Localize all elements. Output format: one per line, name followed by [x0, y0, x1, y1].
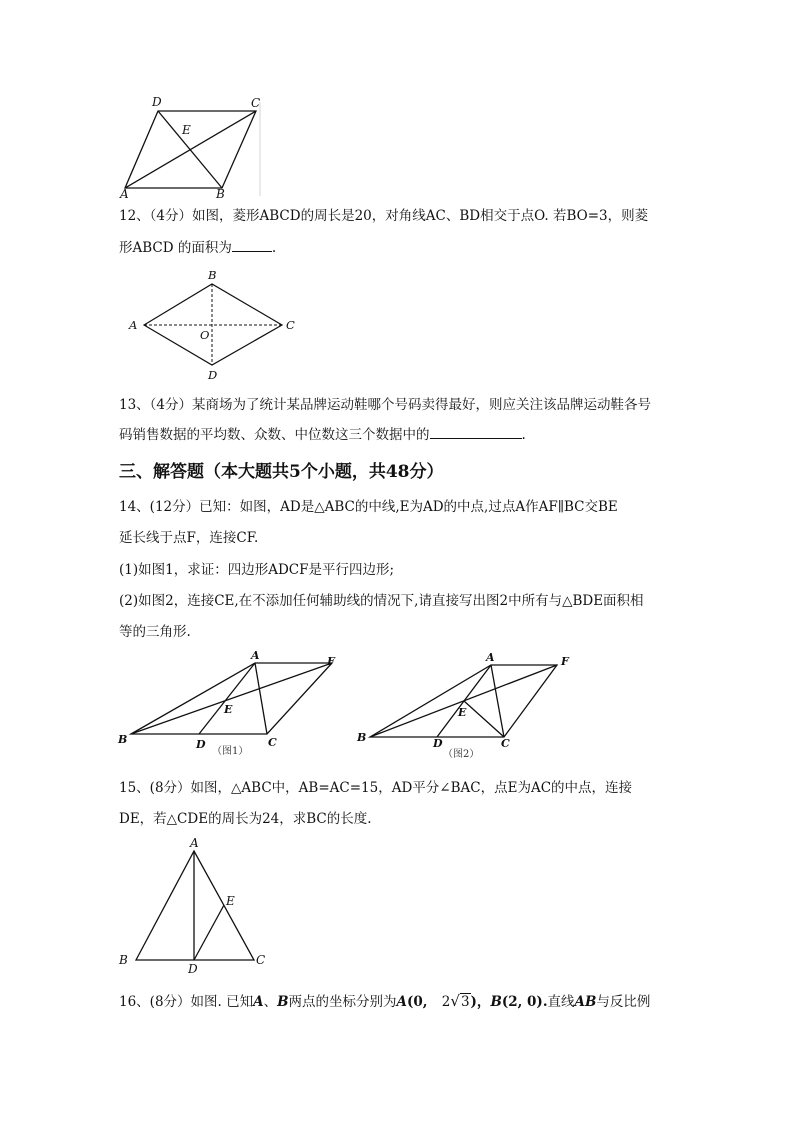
q14-line1: 14、(12分）已知：如图，AD是△ABC的中线,E为AD的中点,过点A作AF∥BC交BE: [119, 499, 618, 515]
q16-sep: 、: [263, 994, 278, 1010]
q12-line2: [119, 237, 276, 258]
fig1-label-c: C: [268, 736, 277, 749]
fig1-label-f: F: [327, 655, 335, 668]
q14-line2: 延长线于点F，连接CF.: [119, 530, 259, 546]
q16-line-ab: AB: [574, 994, 597, 1010]
fig11-label-d: D: [152, 95, 162, 109]
q13-line2-prefix: 码销售数据的平均数、众数、中位数这三个数据中的: [119, 427, 430, 443]
fig2-label-a: A: [486, 651, 495, 664]
q16-point-a: A: [253, 994, 264, 1010]
fig12-label-c: C: [286, 318, 295, 332]
fig11-label-b: B: [216, 187, 225, 200]
figure-q11-parallelogram: [110, 92, 270, 200]
q13-line2: [119, 424, 526, 445]
figure-q12-rhombus: [122, 268, 307, 383]
q16-middle: 两点的坐标分别为: [288, 994, 397, 1010]
fig1-ac: [255, 663, 267, 734]
fig15-label-a: A: [190, 836, 199, 850]
q12-line1: 12、（4分）如图，菱形ABCD的周长是20，对角线AC、BD相交于点O. 若BO=3，则菱: [119, 208, 649, 224]
q14-line5: 等的三角形.: [119, 624, 191, 640]
q16-point-b: B: [277, 994, 289, 1010]
fig1-label-e: E: [224, 703, 233, 716]
fig1-label-b: B: [118, 733, 128, 746]
fig1-ad: [199, 663, 255, 734]
fig2-label-e: E: [458, 706, 467, 719]
fig12-label-d: D: [208, 368, 218, 382]
fig2-label-b: B: [357, 731, 367, 744]
q16-coef: 2: [441, 994, 451, 1010]
fig11-label-a: A: [120, 187, 129, 200]
fig12-label-o: O: [200, 328, 210, 342]
q16-radicand: 3: [460, 994, 470, 1010]
fig15-label-e: E: [226, 894, 235, 908]
q16-coord-a-open: (0,: [407, 994, 428, 1010]
q16-prefix: 16、(8分）如图. 已知: [119, 994, 254, 1010]
q12-line2-prefix: 形ABCD 的面积为: [119, 240, 232, 256]
q16-coord-a-close: )，: [470, 994, 491, 1010]
fig15-label-d: D: [188, 962, 198, 976]
q15-line2: DE，若△CDE的周长为24，求BC的长度.: [119, 811, 372, 827]
fig11-label-e: E: [182, 123, 191, 137]
fig1-label-d: D: [196, 738, 206, 751]
q16-suffix: 与反比例: [596, 994, 651, 1010]
fig11-label-c: C: [251, 96, 261, 110]
q14-line4: (2)如图2，连接CE,在不添加任何辅助线的情况下,请直接写出图2中所有与△BDE面积相: [119, 593, 644, 609]
section-heading: 三、解答题（本大题共5个小题，共48分）: [119, 462, 444, 482]
q16-sqrt-expression: [442, 991, 471, 1012]
q16-point-a2: A: [396, 994, 408, 1010]
fig15-label-c: C: [256, 953, 266, 967]
fig12-label-b: B: [208, 268, 217, 282]
fig1-caption: （图1）: [212, 746, 249, 757]
q14-line3: (1)如图1，求证：四边形ADCF是平行四边形;: [119, 562, 395, 578]
q13-line1: 13、（4分）某商场为了统计某品牌运动鞋哪个号码卖得最好，则应关注该品牌运动鞋各号: [119, 397, 652, 413]
q13-line2-suffix: .: [521, 427, 526, 443]
figure-q14-fig1: [112, 645, 342, 760]
fig1-bf: [131, 663, 332, 734]
segment-de: [194, 905, 224, 960]
figure-q15-triangle: [112, 834, 277, 976]
q15-line1: 15、(8分）如图，△ABC中，AB=AC=15，AD平分∠BAC，点E为AC的中点，连接: [119, 780, 633, 796]
fig2-label-c: C: [501, 737, 510, 750]
fig2-label-f: F: [561, 655, 569, 668]
q16-coord-b: (2, 0).: [501, 994, 548, 1010]
q12-answer-blank: [232, 237, 272, 252]
fig2-caption: （图2）: [443, 749, 480, 760]
triangle-abc: [136, 851, 254, 960]
q16-point-b2: B: [490, 994, 502, 1010]
q16-middle2: 直线: [547, 994, 575, 1010]
fig1-label-a: A: [251, 649, 260, 662]
sqrt-icon: √: [450, 992, 460, 1010]
fig2-label-d: D: [433, 737, 443, 750]
q12-line2-suffix: .: [271, 240, 277, 256]
fig12-label-a: A: [129, 318, 138, 332]
q16-line1: [119, 991, 650, 1012]
q13-answer-blank: [430, 424, 522, 439]
figure-q14-fig2: [352, 648, 582, 760]
fig15-label-b: B: [119, 953, 128, 967]
